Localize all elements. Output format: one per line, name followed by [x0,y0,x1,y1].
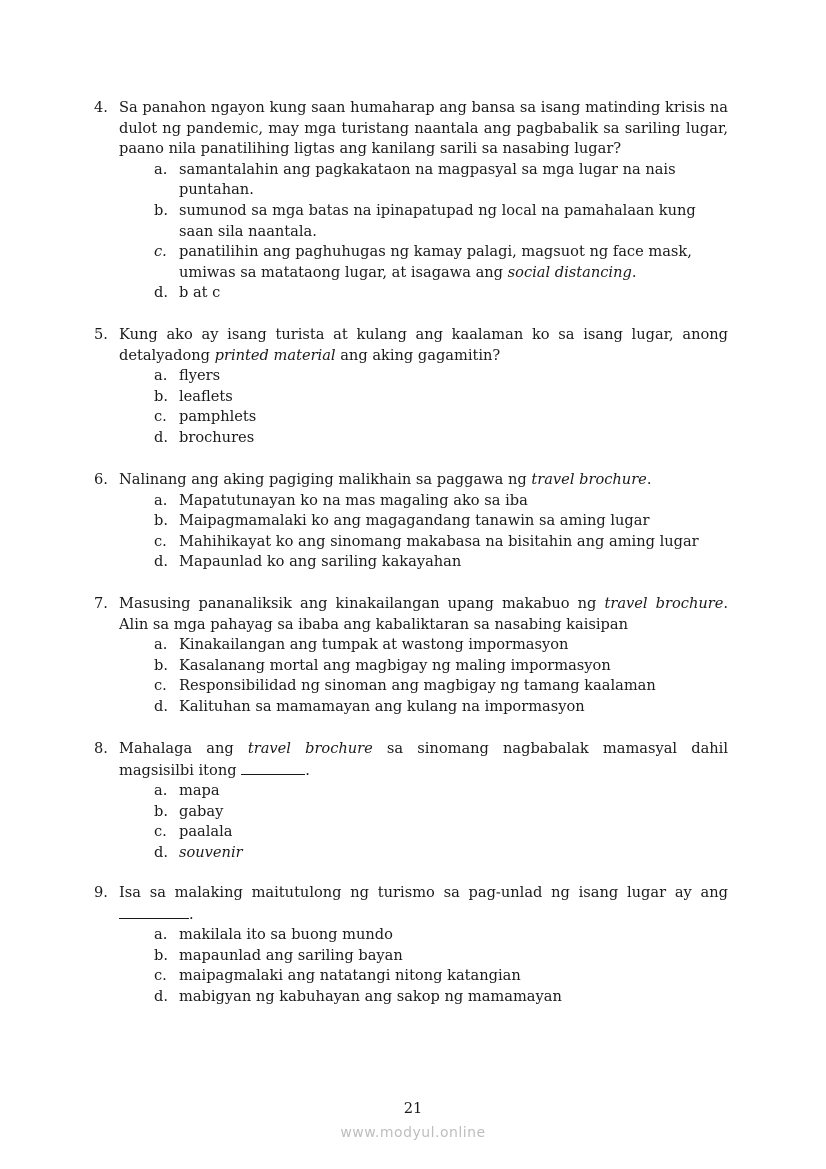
question-text-part: Mahalaga ang [119,740,248,757]
choice-b [154,387,728,408]
choice-c [154,966,728,987]
choice-text: sumunod sa mga batas na ipinapatupad ng local na pamahalaan kung saan sila naantala. [179,201,696,240]
choice-letter: b. [154,656,168,674]
choice-letter: a. [154,636,168,654]
choices-list [154,925,728,1007]
question-8 [94,739,728,864]
question-7 [94,594,728,718]
question-text [119,325,728,366]
choice-b [154,946,728,967]
choice-letter: d. [154,697,168,715]
choice-a [154,635,728,656]
choice-text: Mahihikayat ko ang sinomang makabasa na bisitahin ang aming lugar [179,532,699,550]
choice-letter: c. [154,967,167,985]
question-text-part: Masusing pananaliksik ang kinakailangan upang makabuo ng [119,595,605,612]
choice-letter: c. [154,532,167,550]
choice-d [154,697,728,718]
choice-b [154,201,728,242]
question-text-italic: travel brochure [604,595,724,612]
choice-d [154,283,728,304]
choice-text: mabigyan ng kabuhayan ang sakop ng mamamayan [179,987,562,1005]
choice-text: gabay [179,802,224,820]
choice-letter: a. [154,160,168,178]
choice-letter: a. [154,367,168,385]
question-text-part: ang aking gagamitin? [335,346,501,364]
choice-a [154,491,728,512]
choice-letter: a. [154,491,168,509]
choice-text-part: . [631,263,637,281]
choice-text: b at c [179,284,221,302]
choice-letter: b. [154,387,168,405]
choices-list [154,491,728,573]
choice-letter: b. [154,201,168,219]
choice-letter: c. [154,408,167,426]
answer-blank [119,904,189,919]
question-9 [94,883,728,1008]
choice-letter: c. [154,243,167,261]
question-text-italic: travel brochure [531,471,647,488]
choice-a [154,366,728,387]
answer-blank [241,760,305,775]
choice-letter: d. [154,987,168,1005]
question-text-part: . Alin sa mga pahayag sa ibaba ang kabaliktaran sa nasabing kaisipan [119,595,729,633]
choices-list [154,366,728,448]
choice-letter: d. [154,843,168,861]
question-text [119,470,728,491]
choice-c [154,407,728,428]
question-text-italic: printed material [214,346,336,364]
choice-text: paalala [179,823,233,841]
question-6 [94,470,728,573]
question-4 [94,98,728,304]
choice-text: Maipagmamalaki ko ang magagandang tanawin sa aming lugar [179,512,650,530]
choice-d [154,552,728,573]
question-text-part: sa sinomang nagbabalak mamasyal dahil magsisilbi itong [119,740,728,779]
question-text-part: Nalinang ang aking pagiging malikhain sa paggawa ng [119,471,532,488]
choice-letter: d. [154,553,168,571]
choice-text: Mapatutunayan ko na mas magaling ako sa iba [179,491,528,509]
choice-text: mapa [179,782,220,800]
choice-text: makilala ito sa buong mundo [179,926,393,944]
choice-d [154,843,728,864]
question-number: 5. [94,326,108,343]
choices-list [154,781,728,863]
choice-a [154,160,728,201]
question-text-part: . [189,905,194,923]
choice-d [154,428,728,449]
question-text-part: . [646,471,652,488]
question-number: 8. [94,740,108,757]
choice-text: Kasalanang mortal ang magbigay ng maling impormasyon [179,656,611,674]
choice-letter: b. [154,802,168,820]
indent-spacer [94,904,119,926]
choice-text: leaflets [179,387,233,405]
choice-text: Responsibilidad ng sinoman ang magbigay ng tamang kaalaman [179,677,656,695]
question-number: 6. [94,471,108,488]
choice-letter: d. [154,428,168,446]
watermark: www.modyul.online [340,1125,486,1141]
choice-text: souvenir [179,843,243,861]
question-text: Sa panahon ngayon kung saan humaharap ang bansa sa isang matinding krisis na dulot ng pandemic, may mga turistang naantala ang pagbabalik sa sariling lugar, paano nila panatilihing ligtas ang kanilang sarili sa nasabing lugar? [119,99,728,158]
choice-text: Kinakailangan ang tumpak at wastong impormasyon [179,636,569,654]
choice-letter: c. [154,823,167,841]
question-text [119,594,728,635]
choice-text [179,242,728,283]
choices-list [154,160,728,304]
choice-letter: c. [154,677,167,695]
page-number: 21 [403,1100,423,1117]
choice-c [154,242,728,283]
choice-b [154,511,728,532]
question-text-part: Kung ako ay isang turista at kulang ang kaalaman ko sa isang lugar, anong detalyadong [119,326,728,364]
choice-d [154,987,728,1008]
choice-text-part: panatilihin ang paghuhugas ng kamay palagi, magsuot ng face mask, umiwas sa matataong lugar, at isagawa ang [179,243,692,281]
choice-text: mapaunlad ang sariling bayan [179,946,403,964]
question-text [119,739,728,781]
choice-c [154,676,728,697]
choice-letter: a. [154,926,168,944]
choice-c [154,532,728,553]
choice-b [154,656,728,677]
choice-letter: d. [154,284,168,302]
choice-text: brochures [179,428,255,446]
question-number: 4. [94,99,108,116]
choice-a [154,925,728,946]
choice-letter: a. [154,782,168,800]
choice-a [154,781,728,802]
choices-list [154,635,728,717]
choice-letter: b. [154,946,168,964]
choice-text: Kalituhan sa mamamayan ang kulang na impormasyon [179,697,585,715]
question-number: 7. [94,595,108,612]
choice-c [154,822,728,843]
choice-letter: b. [154,512,168,530]
choice-text: samantalahin ang pagkakataon na magpasyal sa mga lugar na nais puntahan. [179,160,676,199]
choice-text: Mapaunlad ko ang sariling kakayahan [179,553,462,571]
choice-text: pamphlets [179,408,257,426]
choice-text-italic: social distancing [507,263,632,281]
question-text: Isa sa malaking maitutulong ng turismo sa pag-unlad ng isang lugar ay ang [119,884,728,901]
question-text-part: . [305,761,310,779]
question-number: 9. [94,884,108,901]
choice-text: maipagmalaki ang natatangi nitong katangian [179,967,521,985]
question-text-italic: travel brochure [247,740,373,757]
question-text-blank-line [119,904,194,926]
choice-b [154,802,728,823]
choice-text: flyers [179,367,221,385]
question-5 [94,325,728,449]
